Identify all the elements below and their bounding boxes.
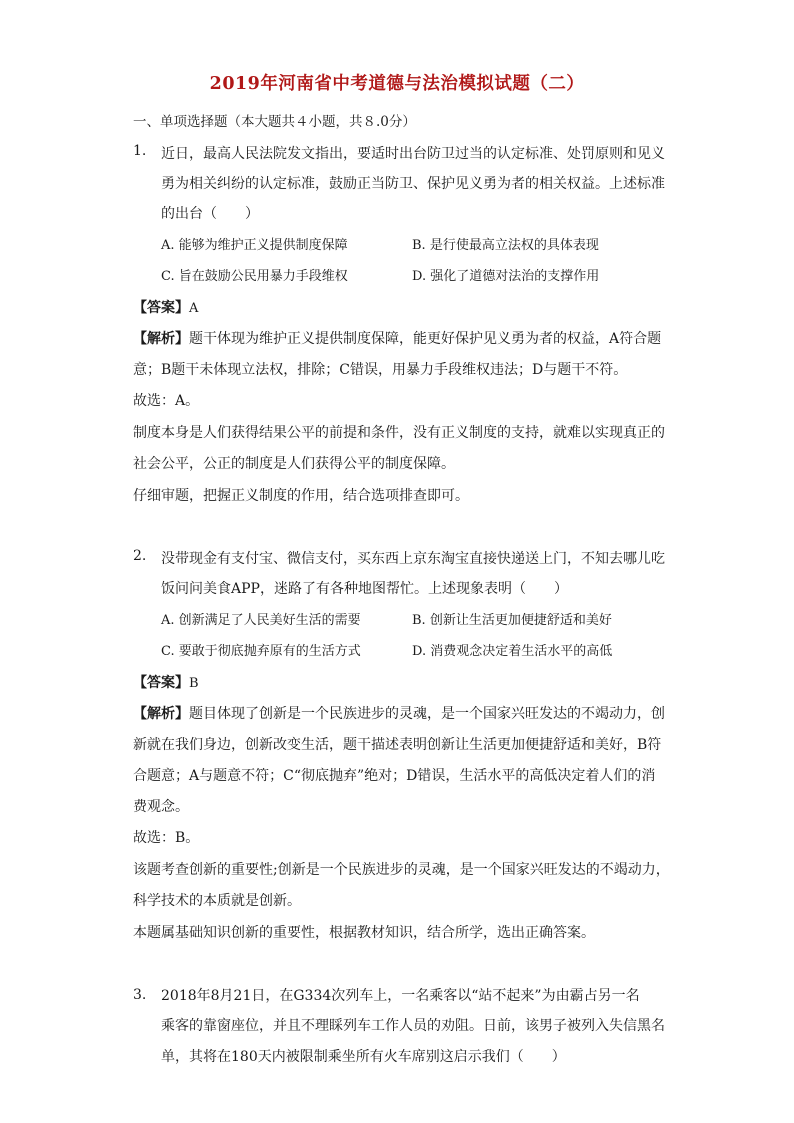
note-line: 制度本身是人们获得结果公平的前提和条件，没有正义制度的支持，就难以实现真正的 <box>133 425 665 441</box>
question-stem-line: 饭问问美食APP，迷路了有各种地图帮忙。上述现象表明（ ） <box>161 581 568 597</box>
page-title: 2019年河南省中考道德与法治模拟试题（二） <box>209 74 585 94</box>
answer-label: 【答案】 <box>133 675 189 691</box>
option-d: D. 消费观念决定着生活水平的高低 <box>412 644 613 659</box>
question-stem-line: 单，其将在180天内被限制乘坐所有火车席别这启示我们（ ） <box>161 1049 566 1065</box>
note-line: 科学技术的本质就是创新。 <box>133 893 301 909</box>
option-d: D. 强化了道德对法治的支撑作用 <box>412 269 600 284</box>
question-stem-line: 的出台（ ） <box>161 206 259 222</box>
choose-line: 故选：B。 <box>133 830 200 846</box>
note-line: 仔细审题，把握正义制度的作用，结合选项排查即可。 <box>133 488 469 504</box>
question-stem-line: 2018年8月21日，在G334次列车上，一名乘客以“站不起来”为由霸占另一名 <box>161 988 640 1004</box>
question-stem-line: 没带现金有支付宝、微信支付，买东西上京东淘宝直接快递送上门，不知去哪儿吃 <box>161 551 665 567</box>
option-a: A. 创新满足了人民美好生活的需要 <box>161 613 361 628</box>
option-c: C. 旨在鼓励公民用暴力手段维权 <box>161 269 348 284</box>
analysis-line <box>133 703 665 723</box>
analysis-label: 【解析】 <box>133 331 189 347</box>
option-b: B. 是行使最高立法权的具体表现 <box>412 238 599 253</box>
question-number: 2. <box>133 548 147 564</box>
analysis-text: 新就在我们身边，创新改变生活，题干描述表明创新让生活更加便捷舒适和美好，B符 <box>133 737 662 753</box>
answer-value: A <box>189 301 199 316</box>
question-number: 3. <box>133 987 147 1003</box>
choose-line: 故选：A。 <box>133 393 200 409</box>
option-c: C. 要敢于彻底抛弃原有的生活方式 <box>161 644 361 659</box>
answer-line <box>133 672 199 692</box>
note-line: 社会公平，公正的制度是人们获得公平的制度保障。 <box>133 456 455 472</box>
analysis-text: 题干体现为维护正义提供制度保障，能更好保护见义勇为者的权益，A符合题 <box>189 331 662 347</box>
analysis-label: 【解析】 <box>133 706 189 722</box>
answer-line <box>133 297 198 317</box>
analysis-text: 合题意；A与题意不符；C“彻底抛弃”绝对；D错误，生活水平的高低决定着人们的消 <box>133 768 656 784</box>
question-stem-line: 乘客的靠窗座位，并且不理睬列车工作人员的劝阻。日前，该男子被列入失信黑名 <box>161 1018 665 1034</box>
analysis-line <box>133 328 661 348</box>
note-line: 该题考查创新的重要性;创新是一个民族进步的灵魂，是一个国家兴旺发达的不竭动力， <box>133 862 670 878</box>
answer-value: B <box>189 676 199 691</box>
analysis-text: 意；B题干未体现立法权，排除；C错误，用暴力手段维权违法；D与题干不符。 <box>133 362 628 378</box>
question-number: 1. <box>133 143 147 159</box>
option-b: B. 创新让生活更加便捷舒适和美好 <box>412 613 612 628</box>
option-a: A. 能够为维护正义提供制度保障 <box>161 238 348 253</box>
question-stem-line: 近日，最高人民法院发文指出，要适时出台防卫过当的认定标准、处罚原则和见义 <box>161 146 665 162</box>
analysis-text: 费观念。 <box>133 799 189 815</box>
answer-label: 【答案】 <box>133 300 189 316</box>
note-line: 本题属基础知识创新的重要性，根据教材知识，结合所学，选出正确答案。 <box>133 925 595 941</box>
question-stem-line: 勇为相关纠纷的认定标准，鼓励正当防卫、保护见义勇为者的相关权益。上述标准 <box>161 176 665 192</box>
section-heading: 一、单项选择题（本大题共４小题，共８.0分） <box>133 114 416 130</box>
analysis-text: 题目体现了创新是一个民族进步的灵魂，是一个国家兴旺发达的不竭动力，创 <box>189 706 665 722</box>
